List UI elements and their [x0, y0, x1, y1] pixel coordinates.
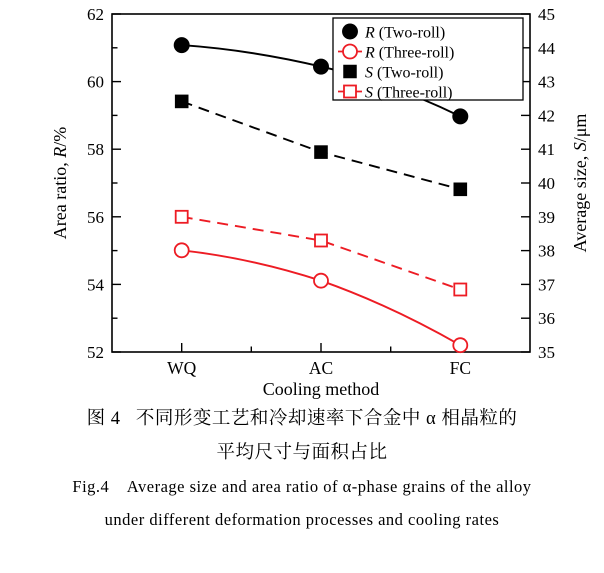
chart-legend [333, 18, 523, 102]
left-axis-ticks [112, 14, 121, 352]
series-markers-r-three-roll [175, 243, 468, 352]
svg-text:Area ratio, R/% [50, 127, 70, 239]
y-left-axis-title-plain: Area ratio, [50, 157, 70, 240]
legend-label-symbol: R [365, 44, 375, 62]
x-tick-label: AC [308, 358, 334, 378]
open-circle-icon [343, 45, 357, 59]
open-square-icon [344, 86, 356, 98]
left-tick-label: 52 [87, 343, 104, 362]
legend-label-symbol: R [365, 24, 375, 42]
svg-text:Average size, S/μm [570, 114, 590, 253]
filled-circle-icon [343, 24, 357, 38]
x-tick-label: FC [449, 358, 472, 378]
series-line-r-three-roll [182, 250, 461, 345]
x-tick-label: WQ [167, 358, 197, 378]
caption-en-line-1: Fig.4 Average size and area ratio of α-phase grains of the alloy [72, 477, 532, 496]
legend-label-symbol: S [365, 64, 373, 82]
right-tick-label: 41 [538, 140, 555, 160]
right-tick-labels [538, 5, 556, 362]
filled-square-icon [344, 66, 356, 78]
right-tick-label: 36 [538, 309, 555, 329]
right-tick-label: 42 [538, 106, 555, 126]
caption-cn-label: 图 4 [86, 409, 121, 429]
left-tick-label: 56 [87, 207, 104, 227]
legend-label [364, 45, 454, 62]
right-tick-label: 40 [538, 174, 555, 193]
legend-label [364, 25, 445, 42]
left-tick-label: 62 [87, 5, 104, 24]
right-tick-label: 44 [538, 38, 555, 58]
y-right-axis-title-symbol: S [570, 142, 590, 152]
figure-caption [0, 402, 604, 536]
y-left-axis-title-symbol: R [50, 146, 70, 158]
caption-cn-line-2: 平均尺寸与面积占比 [216, 443, 388, 463]
x-axis-title: Cooling method [262, 379, 380, 399]
y-right-axis-title [570, 114, 590, 253]
right-tick-label: 45 [538, 5, 555, 24]
legend-label-symbol: S [365, 84, 373, 102]
left-tick-label: 54 [87, 275, 104, 295]
legend-label [365, 65, 443, 82]
legend-label-rest: (Three-roll) [373, 84, 453, 102]
series-markers-s-two-roll [176, 95, 467, 195]
bottom-axis-ticks [182, 343, 461, 352]
legend-label-rest: (Three-roll) [374, 44, 455, 62]
x-tick-labels [167, 358, 471, 378]
y-left-axis-title-unit: /% [50, 126, 70, 147]
right-tick-label: 38 [538, 241, 555, 261]
left-tick-labels [87, 5, 105, 362]
right-tick-label: 37 [538, 275, 555, 295]
right-tick-label: 39 [538, 207, 555, 227]
caption-cn-line-1 [0, 402, 604, 436]
legend-label-rest: (Two-roll) [374, 24, 446, 42]
y-right-axis-title-plain: Average size, [570, 151, 590, 253]
left-tick-label: 58 [87, 140, 104, 160]
y-right-axis-title-unit: /μm [570, 113, 590, 143]
y-left-axis-title [50, 127, 70, 239]
left-tick-label: 60 [87, 72, 104, 92]
caption-en-line-2: under different deformation processes and cooling rates [104, 510, 500, 529]
right-tick-label: 35 [538, 343, 555, 362]
legend-label [365, 85, 453, 102]
right-tick-label: 43 [538, 72, 555, 92]
caption-cn-text-1: 不同形变工艺和冷却速率下合金中 α 相晶粒的 [135, 409, 518, 429]
legend-label-rest: (Two-roll) [373, 64, 444, 82]
